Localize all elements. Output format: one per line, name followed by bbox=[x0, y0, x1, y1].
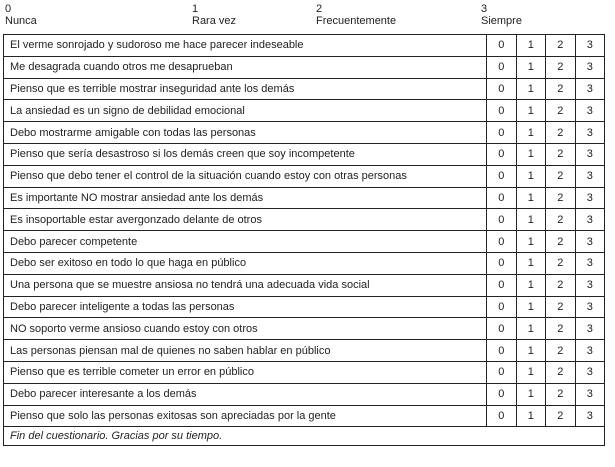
footer-note: Fin del cuestionario. Gracias por su tiempo. bbox=[4, 427, 605, 446]
rating-option-2[interactable]: 2 bbox=[546, 231, 576, 253]
rating-option-2[interactable]: 2 bbox=[546, 143, 576, 165]
item-statement: Pienso que es terrible cometer un error en público bbox=[4, 361, 487, 383]
rating-option-0[interactable]: 0 bbox=[487, 405, 517, 427]
rating-option-0[interactable]: 0 bbox=[487, 361, 517, 383]
item-statement: Debo parecer interesante a los demás bbox=[4, 383, 487, 405]
scale-label: Frecuentemente bbox=[316, 15, 397, 27]
rating-option-0[interactable]: 0 bbox=[487, 231, 517, 253]
rating-option-1[interactable]: 1 bbox=[516, 56, 546, 78]
rating-option-3[interactable]: 3 bbox=[575, 122, 605, 144]
table-row bbox=[4, 143, 605, 165]
table-row bbox=[4, 252, 605, 274]
table-row bbox=[4, 361, 605, 383]
table-row bbox=[4, 274, 605, 296]
table-row bbox=[4, 122, 605, 144]
rating-option-3[interactable]: 3 bbox=[575, 78, 605, 100]
item-statement: Debo mostrarme amigable con todas las personas bbox=[4, 122, 487, 144]
rating-option-2[interactable]: 2 bbox=[546, 340, 576, 362]
scale-value: 3 bbox=[481, 3, 488, 15]
item-statement: Es insoportable estar avergonzado delante de otros bbox=[4, 209, 487, 231]
rating-option-0[interactable]: 0 bbox=[487, 165, 517, 187]
rating-option-1[interactable]: 1 bbox=[516, 35, 546, 57]
rating-option-1[interactable]: 1 bbox=[516, 209, 546, 231]
rating-option-0[interactable]: 0 bbox=[487, 340, 517, 362]
rating-option-3[interactable]: 3 bbox=[575, 100, 605, 122]
rating-option-1[interactable]: 1 bbox=[516, 122, 546, 144]
item-statement: Pienso que sería desastroso si los demás creen que soy incompetente bbox=[4, 143, 487, 165]
rating-option-1[interactable]: 1 bbox=[516, 252, 546, 274]
rating-option-3[interactable]: 3 bbox=[575, 252, 605, 274]
rating-option-3[interactable]: 3 bbox=[575, 165, 605, 187]
rating-option-3[interactable]: 3 bbox=[575, 231, 605, 253]
scale-option bbox=[316, 3, 396, 27]
table-row bbox=[4, 405, 605, 427]
rating-option-2[interactable]: 2 bbox=[546, 78, 576, 100]
table-row bbox=[4, 383, 605, 405]
table-row bbox=[4, 318, 605, 340]
rating-option-2[interactable]: 2 bbox=[546, 35, 576, 57]
rating-option-1[interactable]: 1 bbox=[516, 274, 546, 296]
rating-option-2[interactable]: 2 bbox=[546, 100, 576, 122]
rating-option-2[interactable]: 2 bbox=[546, 274, 576, 296]
table-row bbox=[4, 187, 605, 209]
scale-option bbox=[192, 3, 236, 27]
rating-option-2[interactable]: 2 bbox=[546, 252, 576, 274]
rating-option-0[interactable]: 0 bbox=[487, 78, 517, 100]
rating-option-0[interactable]: 0 bbox=[487, 296, 517, 318]
rating-option-1[interactable]: 1 bbox=[516, 405, 546, 427]
rating-option-0[interactable]: 0 bbox=[487, 56, 517, 78]
item-statement: Pienso que debo tener el control de la situación cuando estoy con otras personas bbox=[4, 165, 487, 187]
table-row bbox=[4, 100, 605, 122]
item-statement: El verme sonrojado y sudoroso me hace parecer indeseable bbox=[4, 35, 487, 57]
scale-value: 0 bbox=[5, 3, 12, 15]
table-row bbox=[4, 340, 605, 362]
rating-option-2[interactable]: 2 bbox=[546, 361, 576, 383]
item-statement: Me desagrada cuando otros me desaprueban bbox=[4, 56, 487, 78]
scale-option bbox=[481, 3, 522, 27]
rating-option-1[interactable]: 1 bbox=[516, 296, 546, 318]
item-statement: Las personas piensan mal de quienes no saben hablar en público bbox=[4, 340, 487, 362]
rating-option-0[interactable]: 0 bbox=[487, 35, 517, 57]
scale-label: Rara vez bbox=[192, 15, 237, 27]
rating-option-1[interactable]: 1 bbox=[516, 318, 546, 340]
item-statement: Es importante NO mostrar ansiedad ante los demás bbox=[4, 187, 487, 209]
rating-option-2[interactable]: 2 bbox=[546, 187, 576, 209]
rating-option-1[interactable]: 1 bbox=[516, 78, 546, 100]
rating-option-0[interactable]: 0 bbox=[487, 209, 517, 231]
rating-option-2[interactable]: 2 bbox=[546, 383, 576, 405]
scale-label: Nunca bbox=[5, 15, 37, 27]
rating-option-3[interactable]: 3 bbox=[575, 296, 605, 318]
table-row bbox=[4, 296, 605, 318]
scale-label: Siempre bbox=[481, 15, 522, 27]
rating-option-1[interactable]: 1 bbox=[516, 361, 546, 383]
rating-option-2[interactable]: 2 bbox=[546, 405, 576, 427]
scale-option bbox=[5, 3, 37, 27]
rating-option-3[interactable]: 3 bbox=[575, 209, 605, 231]
rating-option-0[interactable]: 0 bbox=[487, 274, 517, 296]
item-statement: Pienso que es terrible mostrar inseguridad ante los demás bbox=[4, 78, 487, 100]
rating-option-1[interactable]: 1 bbox=[516, 143, 546, 165]
rating-option-3[interactable]: 3 bbox=[575, 274, 605, 296]
item-statement: La ansiedad es un signo de debilidad emocional bbox=[4, 100, 487, 122]
rating-option-1[interactable]: 1 bbox=[516, 340, 546, 362]
rating-option-1[interactable]: 1 bbox=[516, 383, 546, 405]
rating-option-0[interactable]: 0 bbox=[487, 187, 517, 209]
scale-value: 1 bbox=[192, 3, 199, 15]
table-row bbox=[4, 35, 605, 57]
rating-option-2[interactable]: 2 bbox=[546, 296, 576, 318]
table-row bbox=[4, 56, 605, 78]
rating-option-1[interactable]: 1 bbox=[516, 100, 546, 122]
item-statement: Una persona que se muestre ansiosa no tendrá una adecuada vida social bbox=[4, 274, 487, 296]
item-statement: Debo parecer competente bbox=[4, 231, 487, 253]
rating-option-2[interactable]: 2 bbox=[546, 122, 576, 144]
rating-option-1[interactable]: 1 bbox=[516, 231, 546, 253]
table-row bbox=[4, 231, 605, 253]
rating-option-3[interactable]: 3 bbox=[575, 187, 605, 209]
rating-option-2[interactable]: 2 bbox=[546, 318, 576, 340]
rating-option-3[interactable]: 3 bbox=[575, 383, 605, 405]
rating-option-0[interactable]: 0 bbox=[487, 122, 517, 144]
rating-option-3[interactable]: 3 bbox=[575, 318, 605, 340]
rating-option-0[interactable]: 0 bbox=[487, 100, 517, 122]
rating-option-3[interactable]: 3 bbox=[575, 35, 605, 57]
table-row bbox=[4, 78, 605, 100]
questionnaire-table bbox=[3, 34, 605, 446]
rating-option-1[interactable]: 1 bbox=[516, 165, 546, 187]
item-statement: Debo ser exitoso en todo lo que haga en público bbox=[4, 252, 487, 274]
rating-option-3[interactable]: 3 bbox=[575, 405, 605, 427]
rating-option-3[interactable]: 3 bbox=[575, 143, 605, 165]
rating-option-0[interactable]: 0 bbox=[487, 252, 517, 274]
table-row bbox=[4, 209, 605, 231]
footer-row bbox=[4, 427, 605, 446]
rating-option-2[interactable]: 2 bbox=[546, 209, 576, 231]
rating-option-3[interactable]: 3 bbox=[575, 340, 605, 362]
rating-option-3[interactable]: 3 bbox=[575, 56, 605, 78]
scale-value: 2 bbox=[316, 3, 323, 15]
item-statement: NO soporto verme ansioso cuando estoy con otros bbox=[4, 318, 487, 340]
table-row bbox=[4, 165, 605, 187]
rating-option-1[interactable]: 1 bbox=[516, 187, 546, 209]
rating-option-2[interactable]: 2 bbox=[546, 165, 576, 187]
item-statement: Pienso que solo las personas exitosas son apreciadas por la gente bbox=[4, 405, 487, 427]
rating-option-0[interactable]: 0 bbox=[487, 318, 517, 340]
rating-option-3[interactable]: 3 bbox=[575, 361, 605, 383]
item-statement: Debo parecer inteligente a todas las personas bbox=[4, 296, 487, 318]
rating-option-2[interactable]: 2 bbox=[546, 56, 576, 78]
rating-option-0[interactable]: 0 bbox=[487, 143, 517, 165]
rating-option-0[interactable]: 0 bbox=[487, 383, 517, 405]
